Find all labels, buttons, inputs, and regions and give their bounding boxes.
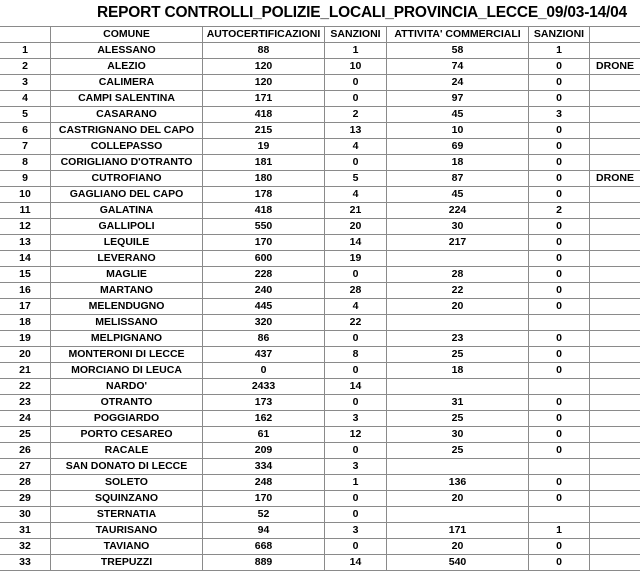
note-cell [590, 555, 641, 571]
autocertificazioni-cell: 248 [203, 475, 325, 491]
row-number-cell: 15 [0, 267, 51, 283]
row-number-cell: 22 [0, 379, 51, 395]
sanzioni-commerciali-cell: 0 [529, 491, 590, 507]
row-number-cell: 3 [0, 75, 51, 91]
note-cell [590, 539, 641, 555]
comune-cell: GAGLIANO DEL CAPO [51, 187, 203, 203]
autocertificazioni-cell: 0 [203, 363, 325, 379]
table-row [0, 203, 640, 219]
row-number-cell: 29 [0, 491, 51, 507]
autocertificazioni-cell: 86 [203, 331, 325, 347]
sanzioni-cell: 3 [325, 411, 387, 427]
row-number-cell: 20 [0, 347, 51, 363]
sanzioni-commerciali-cell: 0 [529, 155, 590, 171]
autocertificazioni-cell: 170 [203, 235, 325, 251]
sanzioni-commerciali-cell: 0 [529, 331, 590, 347]
row-number-cell: 5 [0, 107, 51, 123]
note-cell [590, 459, 641, 475]
sanzioni-commerciali-cell: 1 [529, 43, 590, 59]
note-cell [590, 251, 641, 267]
row-number-cell: 21 [0, 363, 51, 379]
autocertificazioni-cell: 181 [203, 155, 325, 171]
autocertificazioni-cell: 445 [203, 299, 325, 315]
table-row [0, 443, 640, 459]
table-row [0, 507, 640, 523]
table-row [0, 91, 640, 107]
sanzioni-commerciali-cell: 0 [529, 123, 590, 139]
comune-cell: MARTANO [51, 283, 203, 299]
autocertificazioni-cell: 437 [203, 347, 325, 363]
table-row [0, 491, 640, 507]
attivita-commerciali-cell: 97 [387, 91, 529, 107]
report-table [0, 26, 640, 571]
autocertificazioni-cell: 600 [203, 251, 325, 267]
table-row [0, 555, 640, 571]
comune-cell: PORTO CESAREO [51, 427, 203, 443]
attivita-commerciali-cell: 25 [387, 347, 529, 363]
attivita-commerciali-cell: 20 [387, 299, 529, 315]
attivita-commerciali-cell: 87 [387, 171, 529, 187]
row-number-cell: 19 [0, 331, 51, 347]
table-row [0, 219, 640, 235]
comune-cell: RACALE [51, 443, 203, 459]
table-row [0, 235, 640, 251]
table-row [0, 43, 640, 59]
attivita-commerciali-cell: 28 [387, 267, 529, 283]
autocertificazioni-cell: 178 [203, 187, 325, 203]
table-row [0, 59, 640, 75]
sanzioni-commerciali-cell: 0 [529, 91, 590, 107]
autocertificazioni-cell: 550 [203, 219, 325, 235]
table-row [0, 475, 640, 491]
sanzioni-cell: 14 [325, 379, 387, 395]
row-number-cell: 12 [0, 219, 51, 235]
table-row [0, 539, 640, 555]
note-cell [590, 107, 641, 123]
table-row [0, 523, 640, 539]
comune-cell: CAMPI SALENTINA [51, 91, 203, 107]
table-row [0, 379, 640, 395]
row-number-cell: 10 [0, 187, 51, 203]
sanzioni-commerciali-cell: 0 [529, 475, 590, 491]
note-cell [590, 411, 641, 427]
note-cell [590, 523, 641, 539]
table-row [0, 187, 640, 203]
autocertificazioni-cell: 240 [203, 283, 325, 299]
comune-cell: ALESSANO [51, 43, 203, 59]
note-cell: DRONE [590, 59, 641, 75]
sanzioni-commerciali-cell: 0 [529, 235, 590, 251]
comune-cell: LEVERANO [51, 251, 203, 267]
comune-cell: STERNATIA [51, 507, 203, 523]
sanzioni-commerciali-cell: 0 [529, 443, 590, 459]
sanzioni-cell: 8 [325, 347, 387, 363]
table-row [0, 267, 640, 283]
row-number-cell: 25 [0, 427, 51, 443]
attivita-commerciali-cell: 24 [387, 75, 529, 91]
sanzioni-cell: 3 [325, 523, 387, 539]
attivita-commerciali-cell: 45 [387, 107, 529, 123]
sanzioni-commerciali-cell: 0 [529, 283, 590, 299]
table-row [0, 315, 640, 331]
comune-cell: NARDO' [51, 379, 203, 395]
sanzioni-cell: 28 [325, 283, 387, 299]
sanzioni-cell: 0 [325, 75, 387, 91]
attivita-commerciali-cell: 18 [387, 155, 529, 171]
sanzioni-cell: 12 [325, 427, 387, 443]
comune-cell: POGGIARDO [51, 411, 203, 427]
attivita-commerciali-cell: 58 [387, 43, 529, 59]
row-number-cell: 14 [0, 251, 51, 267]
note-cell [590, 187, 641, 203]
autocertificazioni-cell: 228 [203, 267, 325, 283]
sanzioni-cell: 4 [325, 299, 387, 315]
comune-cell: GALATINA [51, 203, 203, 219]
attivita-commerciali-cell [387, 507, 529, 523]
sanzioni-cell: 21 [325, 203, 387, 219]
sanzioni-commerciali-cell: 0 [529, 539, 590, 555]
sanzioni-cell: 19 [325, 251, 387, 267]
note-cell [590, 123, 641, 139]
attivita-commerciali-cell: 20 [387, 539, 529, 555]
comune-cell: TAURISANO [51, 523, 203, 539]
note-cell [590, 331, 641, 347]
sanzioni-commerciali-cell: 2 [529, 203, 590, 219]
sanzioni-commerciali-cell: 0 [529, 187, 590, 203]
note-cell [590, 283, 641, 299]
sanzioni-cell: 5 [325, 171, 387, 187]
comune-cell: MONTERONI DI LECCE [51, 347, 203, 363]
sanzioni-cell: 14 [325, 555, 387, 571]
note-cell [590, 507, 641, 523]
sanzioni-cell: 0 [325, 539, 387, 555]
autocertificazioni-cell: 171 [203, 91, 325, 107]
autocertificazioni-cell: 320 [203, 315, 325, 331]
row-number-cell: 28 [0, 475, 51, 491]
attivita-commerciali-cell: 31 [387, 395, 529, 411]
sanzioni-commerciali-cell: 0 [529, 59, 590, 75]
note-cell [590, 155, 641, 171]
attivita-commerciali-cell: 224 [387, 203, 529, 219]
note-cell [590, 235, 641, 251]
row-number-cell: 32 [0, 539, 51, 555]
sanzioni-commerciali-cell [529, 379, 590, 395]
sanzioni-commerciali-cell: 0 [529, 347, 590, 363]
sanzioni-cell: 0 [325, 395, 387, 411]
table-row [0, 427, 640, 443]
row-number-cell: 31 [0, 523, 51, 539]
autocertificazioni-cell: 162 [203, 411, 325, 427]
column-header: COMUNE [51, 27, 203, 43]
note-cell [590, 299, 641, 315]
sanzioni-cell: 1 [325, 43, 387, 59]
table-row [0, 411, 640, 427]
note-cell [590, 427, 641, 443]
row-number-cell: 16 [0, 283, 51, 299]
autocertificazioni-cell: 215 [203, 123, 325, 139]
row-number-cell: 17 [0, 299, 51, 315]
note-cell [590, 43, 641, 59]
row-number-cell: 30 [0, 507, 51, 523]
attivita-commerciali-cell: 30 [387, 219, 529, 235]
autocertificazioni-cell: 61 [203, 427, 325, 443]
comune-cell: TAVIANO [51, 539, 203, 555]
comune-cell: OTRANTO [51, 395, 203, 411]
row-number-cell: 18 [0, 315, 51, 331]
table-row [0, 251, 640, 267]
row-number-cell: 2 [0, 59, 51, 75]
note-cell [590, 91, 641, 107]
note-cell [590, 139, 641, 155]
note-cell [590, 443, 641, 459]
table-row [0, 363, 640, 379]
comune-cell: SQUINZANO [51, 491, 203, 507]
sanzioni-cell: 0 [325, 443, 387, 459]
sanzioni-cell: 2 [325, 107, 387, 123]
comune-cell: ALEZIO [51, 59, 203, 75]
sanzioni-cell: 0 [325, 155, 387, 171]
comune-cell: SOLETO [51, 475, 203, 491]
comune-cell: MELISSANO [51, 315, 203, 331]
autocertificazioni-cell: 209 [203, 443, 325, 459]
row-number-cell: 27 [0, 459, 51, 475]
comune-cell: CUTROFIANO [51, 171, 203, 187]
note-cell [590, 363, 641, 379]
autocertificazioni-cell: 2433 [203, 379, 325, 395]
sanzioni-cell: 1 [325, 475, 387, 491]
table-row [0, 107, 640, 123]
row-number-cell: 4 [0, 91, 51, 107]
attivita-commerciali-cell: 540 [387, 555, 529, 571]
autocertificazioni-cell: 19 [203, 139, 325, 155]
attivita-commerciali-cell: 171 [387, 523, 529, 539]
column-header: ATTIVITA' COMMERCIALI [387, 27, 529, 43]
note-cell [590, 219, 641, 235]
attivita-commerciali-cell: 45 [387, 187, 529, 203]
note-cell [590, 203, 641, 219]
attivita-commerciali-cell: 23 [387, 331, 529, 347]
attivita-commerciali-cell: 74 [387, 59, 529, 75]
sanzioni-cell: 4 [325, 187, 387, 203]
attivita-commerciali-cell [387, 379, 529, 395]
attivita-commerciali-cell: 25 [387, 443, 529, 459]
attivita-commerciali-cell [387, 459, 529, 475]
row-number-cell: 6 [0, 123, 51, 139]
sanzioni-commerciali-cell: 0 [529, 411, 590, 427]
note-cell [590, 267, 641, 283]
autocertificazioni-cell: 334 [203, 459, 325, 475]
comune-cell: CASTRIGNANO DEL CAPO [51, 123, 203, 139]
table-row [0, 283, 640, 299]
autocertificazioni-cell: 889 [203, 555, 325, 571]
autocertificazioni-cell: 52 [203, 507, 325, 523]
attivita-commerciali-cell: 22 [387, 283, 529, 299]
row-number-cell: 13 [0, 235, 51, 251]
sanzioni-commerciali-cell: 0 [529, 267, 590, 283]
note-cell [590, 475, 641, 491]
note-cell: DRONE [590, 171, 641, 187]
sanzioni-commerciali-cell [529, 459, 590, 475]
comune-cell: TREPUZZI [51, 555, 203, 571]
table-row [0, 331, 640, 347]
comune-cell: MAGLIE [51, 267, 203, 283]
comune-cell: CASARANO [51, 107, 203, 123]
table-header-row [0, 27, 640, 43]
row-number-cell: 9 [0, 171, 51, 187]
sanzioni-cell: 13 [325, 123, 387, 139]
table-row [0, 139, 640, 155]
note-cell [590, 75, 641, 91]
autocertificazioni-cell: 173 [203, 395, 325, 411]
autocertificazioni-cell: 180 [203, 171, 325, 187]
note-cell [590, 347, 641, 363]
autocertificazioni-cell: 94 [203, 523, 325, 539]
sanzioni-commerciali-cell: 0 [529, 555, 590, 571]
autocertificazioni-cell: 418 [203, 107, 325, 123]
sanzioni-commerciali-cell: 0 [529, 139, 590, 155]
note-cell [590, 491, 641, 507]
sanzioni-cell: 0 [325, 491, 387, 507]
autocertificazioni-cell: 170 [203, 491, 325, 507]
report-title: REPORT CONTROLLI_POLIZIE_LOCALI_PROVINCIA_LECCE_09/03-14/04 [97, 4, 627, 21]
sanzioni-commerciali-cell: 0 [529, 171, 590, 187]
note-cell [590, 379, 641, 395]
row-number-cell: 24 [0, 411, 51, 427]
sanzioni-cell: 10 [325, 59, 387, 75]
sanzioni-commerciali-cell: 0 [529, 299, 590, 315]
column-header [590, 27, 641, 43]
table-row [0, 395, 640, 411]
autocertificazioni-cell: 418 [203, 203, 325, 219]
table-row [0, 123, 640, 139]
attivita-commerciali-cell: 30 [387, 427, 529, 443]
sanzioni-cell: 0 [325, 363, 387, 379]
attivita-commerciali-cell: 25 [387, 411, 529, 427]
sanzioni-commerciali-cell: 0 [529, 219, 590, 235]
sanzioni-commerciali-cell: 0 [529, 395, 590, 411]
sanzioni-cell: 0 [325, 507, 387, 523]
attivita-commerciali-cell [387, 251, 529, 267]
comune-cell: GALLIPOLI [51, 219, 203, 235]
sanzioni-commerciali-cell: 0 [529, 363, 590, 379]
table-row [0, 299, 640, 315]
attivita-commerciali-cell: 10 [387, 123, 529, 139]
attivita-commerciali-cell: 18 [387, 363, 529, 379]
comune-cell: CORIGLIANO D'OTRANTO [51, 155, 203, 171]
note-cell [590, 315, 641, 331]
report-table-body [0, 27, 640, 571]
row-number-cell: 8 [0, 155, 51, 171]
attivita-commerciali-cell [387, 315, 529, 331]
sanzioni-cell: 4 [325, 139, 387, 155]
attivita-commerciali-cell: 20 [387, 491, 529, 507]
column-header [0, 27, 51, 43]
comune-cell: COLLEPASSO [51, 139, 203, 155]
row-number-cell: 11 [0, 203, 51, 219]
row-number-cell: 33 [0, 555, 51, 571]
sanzioni-commerciali-cell: 0 [529, 251, 590, 267]
column-header: AUTOCERTIFICAZIONI [203, 27, 325, 43]
table-row [0, 459, 640, 475]
sanzioni-commerciali-cell [529, 315, 590, 331]
row-number-cell: 26 [0, 443, 51, 459]
autocertificazioni-cell: 668 [203, 539, 325, 555]
table-row [0, 155, 640, 171]
sanzioni-cell: 0 [325, 91, 387, 107]
sanzioni-commerciali-cell: 1 [529, 523, 590, 539]
table-row [0, 347, 640, 363]
column-header: SANZIONI [325, 27, 387, 43]
column-header: SANZIONI [529, 27, 590, 43]
attivita-commerciali-cell: 217 [387, 235, 529, 251]
table-row [0, 75, 640, 91]
attivita-commerciali-cell: 69 [387, 139, 529, 155]
sanzioni-cell: 0 [325, 331, 387, 347]
sanzioni-cell: 20 [325, 219, 387, 235]
comune-cell: CALIMERA [51, 75, 203, 91]
comune-cell: SAN DONATO DI LECCE [51, 459, 203, 475]
row-number-cell: 7 [0, 139, 51, 155]
sanzioni-cell: 14 [325, 235, 387, 251]
sanzioni-cell: 3 [325, 459, 387, 475]
autocertificazioni-cell: 120 [203, 59, 325, 75]
sanzioni-commerciali-cell: 3 [529, 107, 590, 123]
sanzioni-cell: 22 [325, 315, 387, 331]
note-cell [590, 395, 641, 411]
comune-cell: MORCIANO DI LEUCA [51, 363, 203, 379]
sanzioni-cell: 0 [325, 267, 387, 283]
autocertificazioni-cell: 88 [203, 43, 325, 59]
comune-cell: MELPIGNANO [51, 331, 203, 347]
sanzioni-commerciali-cell [529, 507, 590, 523]
sanzioni-commerciali-cell: 0 [529, 75, 590, 91]
autocertificazioni-cell: 120 [203, 75, 325, 91]
comune-cell: MELENDUGNO [51, 299, 203, 315]
row-number-cell: 1 [0, 43, 51, 59]
row-number-cell: 23 [0, 395, 51, 411]
table-row [0, 171, 640, 187]
report-title-bar [0, 0, 641, 26]
comune-cell: LEQUILE [51, 235, 203, 251]
attivita-commerciali-cell: 136 [387, 475, 529, 491]
sanzioni-commerciali-cell: 0 [529, 427, 590, 443]
